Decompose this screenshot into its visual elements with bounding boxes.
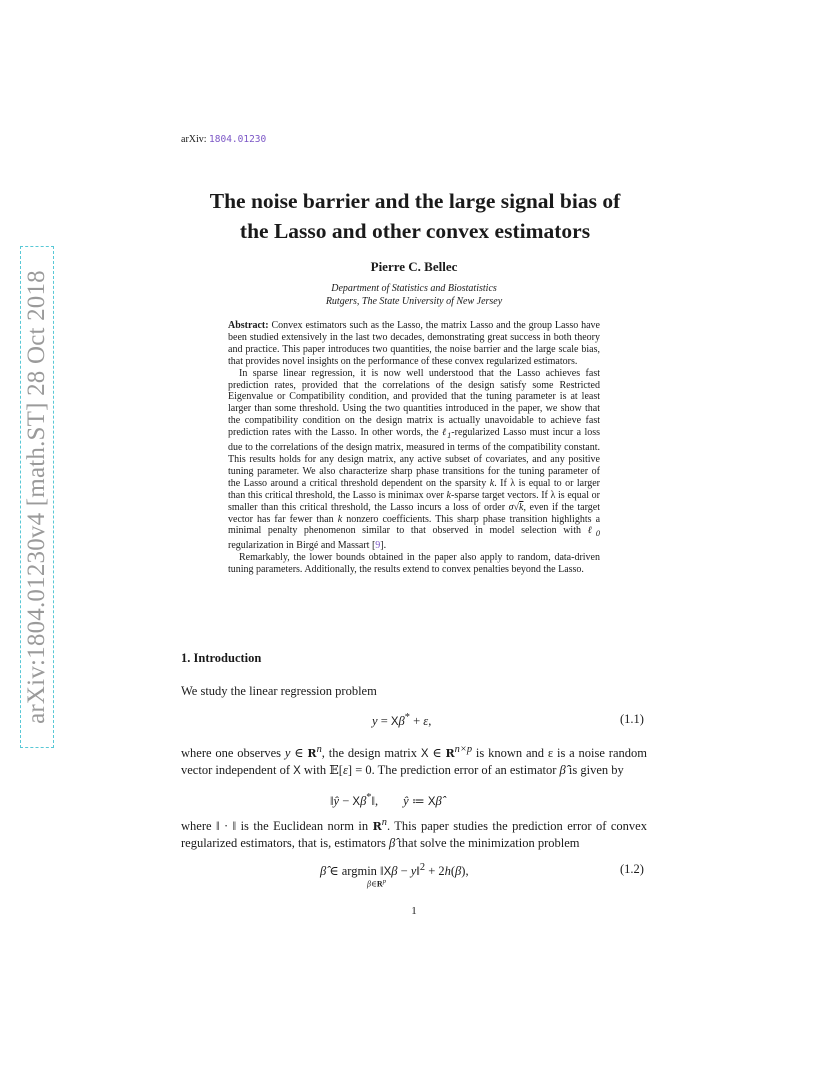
abstract-p2-a: In sparse linear regression, it is now well understood that the Lasso achieves fast prediction rates, provided that the correlations of the design satisfy some Restricted Eigenvalue or Compatibility condition, and provided that the tuning parameter is at least larger than some threshold. Using the two quantities introduced in the paper, we show that the compatibility condition on the design matrix is actually unavoidable to achieve fast prediction rates with the Lasso. In other words, the xyxy=(228,367,600,439)
para2-b: , the design matrix xyxy=(321,746,421,761)
math-ell1: ℓ$_1$ xyxy=(442,427,452,441)
math-k: k xyxy=(489,477,495,489)
para3-b: . This paper studies the prediction error of convex regularized estimators, that is, estimators xyxy=(181,819,647,851)
abstract xyxy=(228,320,600,576)
abstract-p1-text: Convex estimators such as the Lasso, the matrix Lasso and the group Lasso have been studied extensively in the last two decades, demonstrating great success in both theory and practice. This paper introduces two quantities, the noise barrier and the large scale bias, that provides novel insights on the performance of these convex regularized estimators. xyxy=(228,320,600,367)
equation-prediction-error: ‖ŷ − Xβ*‖, ŷ ≔ Xβ̂ xyxy=(330,792,442,809)
para2-e: . The prediction error of an estimator xyxy=(371,763,560,778)
para3-a: where ‖ · ‖ is the Euclidean norm in xyxy=(181,819,373,834)
title-line-1: The noise barrier and the large signal bias of xyxy=(209,189,621,213)
equation-1-1-number: (1.1) xyxy=(620,712,644,726)
abstract-p2-e: , even if the target vector has far fewer than xyxy=(228,501,600,525)
para2-a: where one observes xyxy=(181,746,285,761)
para2-d: with xyxy=(300,763,330,778)
author-name: Pierre C. Bellec xyxy=(370,259,458,274)
paper-title xyxy=(150,186,680,246)
abstract-paragraph-1 xyxy=(228,320,600,368)
citation-link[interactable]: 9 xyxy=(375,540,381,552)
math-ell0: ℓ$_0$ xyxy=(587,525,600,539)
para2-f: is given by xyxy=(565,763,624,778)
intro-paragraph-3: where ‖ · ‖ is the Euclidean norm in $R^n$. This paper studies the prediction error of convex regularized estimators, that is, estimators β̂ that solve the minimization problem xyxy=(181,817,647,851)
abstract-p2-g: regularization in Birgé and Massart [ xyxy=(228,540,376,552)
abstract-p2-f: nonzero coefficients. This sharp phase transition highlights a minimal penalty phenomenon similar to that observed in model selection with xyxy=(228,513,601,537)
abstract-paragraph-2 xyxy=(228,368,600,553)
abstract-p2-d: -sparse target vectors. If λ is equal or smaller than this critical threshold, the Lasso incurs a loss of order xyxy=(228,489,600,513)
intro-paragraph-1: We study the linear regression problem xyxy=(181,684,377,698)
arxiv-label: arXiv: xyxy=(181,134,210,145)
page-number: 1 xyxy=(411,905,417,917)
arxiv-side-stamp xyxy=(20,246,54,748)
abstract-p2-c: . If λ is equal to or larger than this critical threshold, the Lasso is minimax over xyxy=(228,477,600,501)
abstract-paragraph-3: Remarkably, the lower bounds obtained in the paper also apply to random, data-driven tuning parameters. Additionally, the results extend to convex penalties beyond the Lasso. xyxy=(228,552,600,576)
arxiv-identifier xyxy=(181,134,266,145)
arxiv-number-link[interactable]: 1804.01230 xyxy=(209,134,267,145)
para3-c: that solve the minimization problem xyxy=(395,836,580,851)
math-k: k xyxy=(337,513,343,525)
para2-c: is known and ε is a noise random vector independent of xyxy=(181,746,647,778)
affiliation xyxy=(0,282,828,308)
abstract-p2-h: ]. xyxy=(380,540,387,552)
equation-1-2: β̂ ∈ argmin ‖Xβ − y‖$^2$ + 2h(β), xyxy=(320,862,469,879)
math-k: k xyxy=(446,489,451,501)
equation-1-1: y = Xβ* + ε, xyxy=(372,712,432,729)
math-sqrt: √k xyxy=(513,501,524,513)
arxiv-side-stamp-text: arXiv:1804.01230v4 [math.ST] 28 Oct 2018 xyxy=(23,270,50,724)
math-sigma-sqrt-k: σ xyxy=(508,501,514,513)
title-line-2: the Lasso and other convex estimators xyxy=(239,219,591,243)
equation-1-2-number: (1.2) xyxy=(620,862,644,876)
abstract-p2-b: -regularized Lasso must incur a loss due to the correlations of the design matrix, measured in terms of the compatibility constant. This results holds for any design matrix, any active subset of covariates, and any positive tuning parameter. We also characterize sharp phase transitions for the tuning parameter of the Lasso around a critical threshold dependent on the sparsity xyxy=(228,427,601,489)
equation-1-2-subscript: $\beta\in R^p$ xyxy=(367,878,387,889)
intro-paragraph-2: where one observes y ∈ $R^n$, the design matrix X ∈ $R^{n\times p}$ is known and ε is a noise random vector independent of X with 𝔼[ε] = 0. The prediction error of an estimator β̂ is given by xyxy=(181,744,647,778)
affiliation-line-2: Rutgers, The State University of New Jersey xyxy=(325,296,503,307)
section-heading: 1. Introduction xyxy=(181,651,262,665)
abstract-label: Abstract: xyxy=(228,320,269,331)
affiliation-line-1: Department of Statistics and Biostatistics xyxy=(331,283,497,294)
